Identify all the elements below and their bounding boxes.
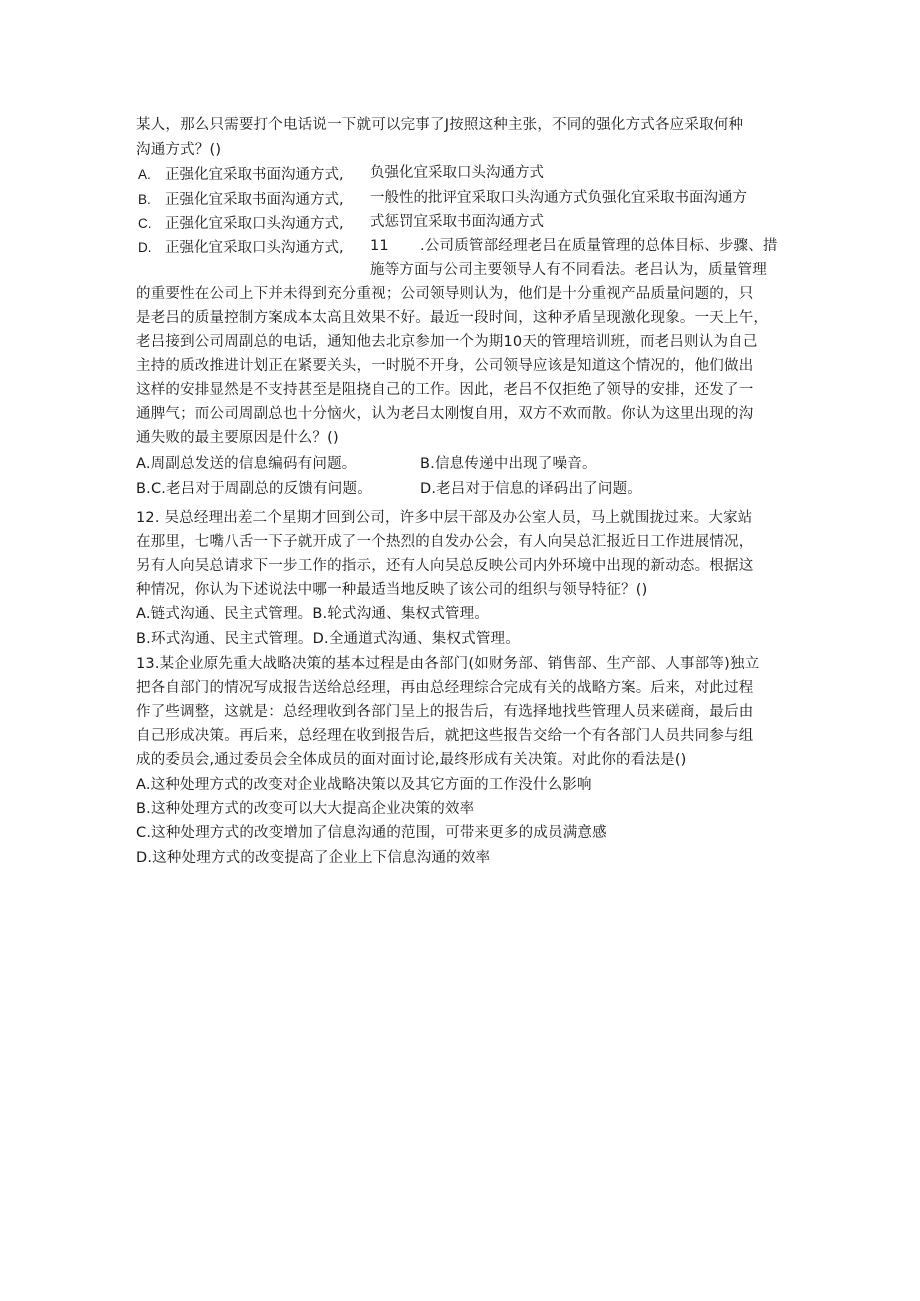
q10-option-c-letter: C.: [138, 216, 152, 231]
q10-option-d-letter: D.: [138, 240, 152, 255]
q11-line: 老吕接到公司周副总的电话，通知他去北京参加一个为期10天的管理培训班，而老吕则认为自己: [136, 334, 758, 350]
q12-options-line-1: A.链式沟通、民主式管理。B.轮式沟通、集权式管理。: [136, 606, 490, 622]
q11-option-d: D.老吕对于信息的译码出了问题。: [420, 481, 642, 497]
q13-line: 自己形成决策。再后来，总经理在收到报告后，就把这些报告交给一个有各部门人员共同参与组: [136, 728, 754, 744]
q10-stem-line-1: 某人，那么只需要打个电话说一下就可以完事了J按照这种主张，不同的强化方式各应采取何种: [136, 117, 744, 133]
q10-option-b-left: 正强化宜采取书面沟通方式,: [165, 192, 344, 208]
q13-option-d: D.这种处理方式的改变提高了企业上下信息沟通的效率: [136, 850, 491, 866]
q11-line: 施等方面与公司主要领导人有不同看法。老吕认为，质量管理: [370, 262, 767, 278]
q10-option-c-right: 式惩罚宜采取书面沟通方式: [370, 214, 544, 230]
q12-line: 12. 吴总经理出差二个星期才回到公司，许多中层干部及办公室人员，马上就围拢过来。大家站: [136, 510, 753, 526]
q13-option-b: B.这种处理方式的改变可以大大提高企业决策的效率: [136, 801, 475, 817]
q10-option-a-right: 负强化宜采取口头沟通方式: [370, 165, 544, 181]
q11-line: 这样的安排显然是不支持甚至是阻挠自己的工作。因此，老吕不仅拒绝了领导的安排，还发了一: [136, 382, 754, 398]
q13-line: 成的委员会,通过委员会全体成员的面对面讨论,最终形成有关决策。对此你的看法是(): [136, 752, 687, 768]
q11-number: 11: [370, 238, 389, 254]
q13-line: 13.某企业原先重大战略决策的基本过程是由各部门(如财务部、销售部、生产部、人事部等)独立: [136, 656, 760, 672]
q10-option-d-left: 正强化宜采取口头沟通方式,: [165, 240, 344, 256]
q11-line: 通失败的最主要原因是什么？(): [136, 430, 339, 446]
q11-stem-first: .公司质管部经理老吕在质量管理的总体目标、步骤、措: [420, 238, 778, 254]
q10-option-b-right: 一般性的批评宜采取口头沟通方式负强化宜采取书面沟通方: [370, 190, 747, 206]
q11-line: 主持的质改推进计划正在紧要关头，一时脱不开身，公司领导应该是知道这个情况的，他们做出: [136, 358, 754, 374]
q11-option-c: B.C.老吕对于周副总的反馈有问题。: [136, 481, 372, 497]
q12-line: 在那里，七嘴八舌一下子就开成了一个热烈的自发办公会，有人向吴总汇报近日工作进展情况，: [136, 534, 754, 550]
q10-option-a-letter: A.: [138, 167, 151, 182]
q10-option-c-left: 正强化宜采取口头沟通方式,: [165, 216, 344, 232]
q11-line: 的重要性在公司上下并未得到充分重视；公司领导则认为，他们是十分重视产品质量问题的，只: [136, 286, 754, 302]
q11-option-b: B.信息传递中出现了噪音。: [420, 456, 597, 472]
q12-line: 种情况，你认为下述说法中哪一种最适当地反映了该公司的组织与领导特征？(): [136, 582, 648, 598]
q13-line: 把各自部门的情况写成报告送给总经理，再由总经理综合完成有关的战略方案。后来，对此过程: [136, 680, 754, 696]
q11-option-a: A.周副总发送的信息编码有问题。: [136, 456, 357, 472]
q10-stem-line-2: 沟通方式？(): [136, 142, 222, 158]
q13-option-c: C.这种处理方式的改变增加了信息沟通的范围，可带来更多的成员满意感: [136, 825, 607, 841]
q13-option-a: A.这种处理方式的改变对企业战略决策以及其它方面的工作没什么影响: [136, 777, 592, 793]
q10-option-b-letter: B.: [138, 192, 151, 207]
q12-options-line-2: B.环式沟通、民主式管理。D.全通道式沟通、集权式管理。: [136, 631, 520, 647]
q13-line: 作了些调整，这就是：总经理收到各部门呈上的报告后，有选择地找些管理人员来磋商，最后由: [136, 704, 754, 720]
q11-line: 是老吕的质量控制方案成本太高且效果不好。最近一段时间，这种矛盾呈现激化现象。一天上午，: [136, 310, 769, 326]
q11-line: 通脾气；而公司周副总也十分恼火，认为老吕太刚愎自用，双方不欢而散。你认为这里出现的沟: [136, 406, 754, 422]
q10-option-a-left: 正强化宜采取书面沟通方式,: [165, 167, 344, 183]
q12-line: 另有人向吴总请求下一步工作的指示，还有人向吴总反映公司内外环境中出现的新动态。根据这: [136, 558, 754, 574]
